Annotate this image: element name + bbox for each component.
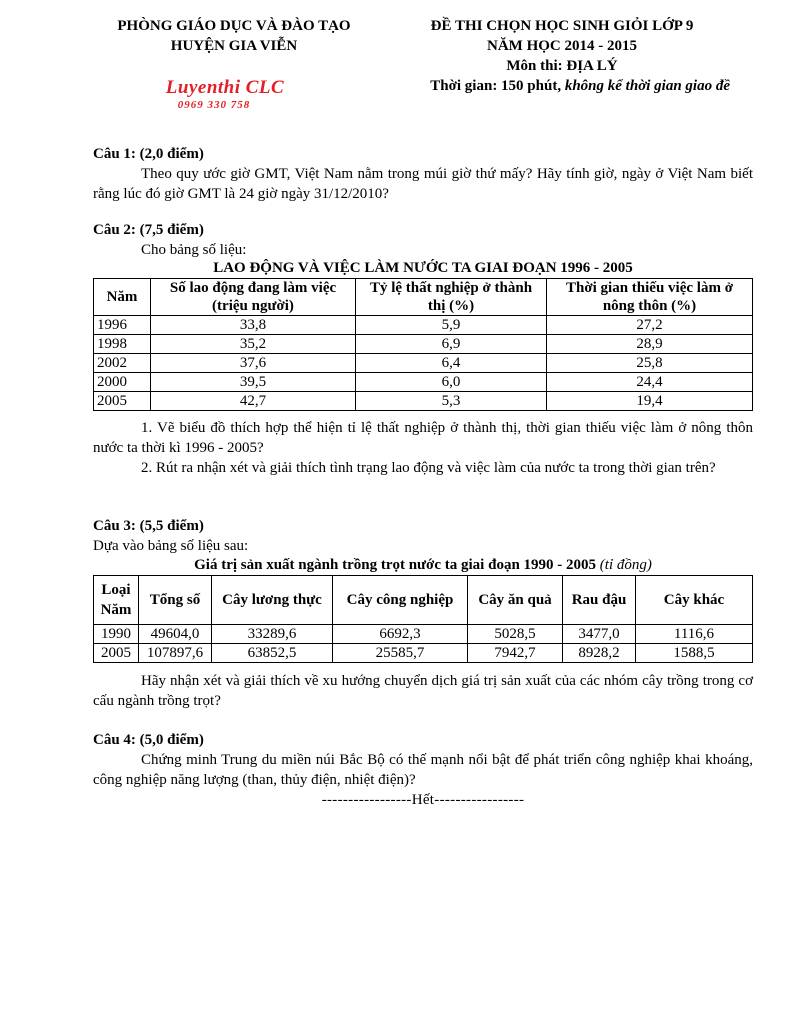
- question-3-title: Câu 3: (5,5 điểm): [93, 518, 204, 534]
- department-header: [96, 16, 372, 56]
- department-name: PHÒNG GIÁO DỤC VÀ ĐÀO TẠO: [117, 18, 351, 34]
- question-2-task-1: 1. Vẽ biểu đồ thích hợp thể hiện tỉ lệ thất nghiệp ở thành thị, thời gian thiếu việc làm ở nông thôn nước ta thời kì 1996 - 2005?: [93, 420, 753, 456]
- question-1: [93, 144, 753, 204]
- question-4-title: Câu 4: (5,0 điểm): [93, 732, 204, 748]
- question-3-task-block: [93, 671, 753, 711]
- exam-duration: Thời gian: 150 phút, không kể thời gian giao đề: [430, 78, 730, 94]
- district-name: HUYỆN GIA VIỄN: [170, 38, 298, 54]
- logo-name: Luyenthi CLC: [165, 77, 285, 98]
- col-header-vegetables: Rau đậu: [563, 576, 636, 625]
- question-2-intro: Cho bảng số liệu:: [141, 242, 247, 258]
- table-row: 2002 37,6 6,4 25,8: [94, 354, 753, 373]
- watermark-logo: [150, 78, 300, 111]
- labor-table: [93, 278, 753, 411]
- table-2-title: Giá trị sản xuất ngành trồng trọt nước ta giai đoạn 1990 - 2005 (tỉ đồng): [194, 557, 652, 573]
- table-header-row: [94, 576, 753, 625]
- table-2-unit: (tỉ đồng): [599, 557, 652, 573]
- col-header-underemployment: Thời gian thiếu việc làm ở nông thôn (%): [547, 279, 753, 316]
- table-row: 1996 33,8 5,9 27,2: [94, 316, 753, 335]
- col-header-type-year: Loại Năm: [94, 576, 139, 625]
- question-1-title: Câu 1: (2,0 điểm): [93, 146, 204, 162]
- crop-value-table: [93, 575, 753, 663]
- subject: Môn thi: ĐỊA LÝ: [506, 58, 618, 74]
- question-4: [93, 730, 753, 790]
- school-year: NĂM HỌC 2014 - 2015: [487, 38, 637, 54]
- table-row: 2005 42,7 5,3 19,4: [94, 392, 753, 411]
- col-header-workers: Số lao động đang làm việc (triệu người): [151, 279, 356, 316]
- question-2-tasks: [93, 418, 753, 478]
- end-marker: -----------------Hết-----------------: [321, 792, 525, 808]
- exam-title: ĐỀ THI CHỌN HỌC SINH GIỎI LỚP 9: [430, 18, 694, 34]
- question-1-text: Theo quy ước giờ GMT, Việt Nam nằm trong múi giờ thứ mấy? Hãy tính giờ, ngày ở Việt Nam biết rằng lúc đó giờ GMT là 24 giờ ngày 31/12/2010?: [93, 166, 753, 202]
- col-header-industrial-crops: Cây công nghiệp: [333, 576, 468, 625]
- question-3-task: Hãy nhận xét và giải thích về xu hướng chuyển dịch giá trị sản xuất của các nhóm cây trồng trong cơ cấu ngành trồng trọt?: [93, 673, 753, 709]
- table-row: 2005 107897,6 63852,5 25585,7 7942,7 8928,2 1588,5: [94, 644, 753, 663]
- question-3: [93, 516, 753, 556]
- table-row: 2000 39,5 6,0 24,4: [94, 373, 753, 392]
- col-header-total: Tổng số: [139, 576, 212, 625]
- table-row: 1998 35,2 6,9 28,9: [94, 335, 753, 354]
- question-4-text: Chứng minh Trung du miền núi Bắc Bộ có thế mạnh nổi bật để phát triển công nghiệp khai khoáng, công nghiệp năng lượng (than, thủy điện, nhiệt điện)?: [93, 752, 753, 788]
- col-header-food-crops: Cây lương thực: [212, 576, 333, 625]
- col-header-year: Năm: [94, 279, 151, 316]
- table-1-title: LAO ĐỘNG VÀ VIỆC LÀM NƯỚC TA GIAI ĐOẠN 1996 - 2005: [213, 260, 633, 276]
- col-header-unemployment: Tỷ lệ thất nghiệp ở thành thị (%): [356, 279, 547, 316]
- table-header-row: [94, 279, 753, 316]
- question-3-intro: Dựa vào bảng số liệu sau:: [93, 538, 249, 554]
- question-2-title: Câu 2: (7,5 điểm): [93, 222, 204, 238]
- question-2: [93, 220, 753, 260]
- exam-header: [372, 16, 752, 96]
- col-header-fruit-trees: Cây ăn quả: [468, 576, 563, 625]
- question-2-task-2: 2. Rút ra nhận xét và giải thích tình trạng lao động và việc làm của nước ta trong thời gian trên?: [141, 460, 716, 476]
- logo-phone: 0969 330 758: [177, 99, 251, 111]
- col-header-other: Cây khác: [636, 576, 753, 625]
- table-row: 1990 49604,0 33289,6 6692,3 5028,5 3477,0 1116,6: [94, 625, 753, 644]
